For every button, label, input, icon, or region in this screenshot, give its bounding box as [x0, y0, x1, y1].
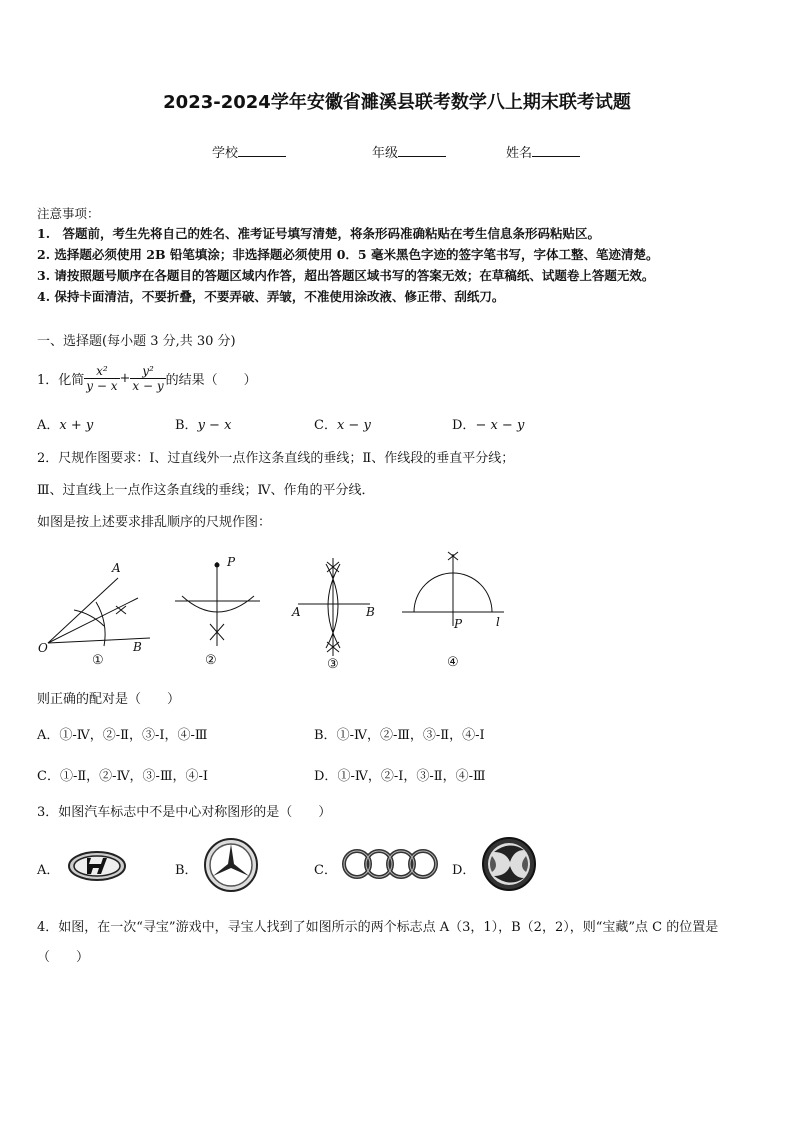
option-value: ①-Ⅳ，②-Ⅰ，③-Ⅱ，④-Ⅲ — [337, 769, 486, 784]
audi-logo-icon — [340, 847, 440, 881]
label-P: P — [227, 555, 236, 569]
option-c[interactable] — [314, 859, 337, 878]
option-label: D． — [314, 769, 338, 784]
name-label: 姓名 — [506, 146, 533, 161]
option-c[interactable] — [314, 414, 371, 433]
label-B: B — [133, 640, 142, 654]
option-a[interactable] — [37, 414, 93, 433]
dongfeng-logo-icon — [480, 836, 538, 892]
label-A: A — [292, 605, 301, 619]
option-label: A． — [37, 863, 60, 878]
option-b[interactable] — [175, 414, 231, 433]
q2-line: Ⅲ、过直线上一点作这条直线的垂线；Ⅳ、作角的平分线． — [37, 483, 375, 498]
label-P: P — [454, 617, 463, 631]
notice-item: 3. 请按照题号顺序在各题目的答题区域内作答，超出答题区域书写的答案无效；在草稿纸、试题卷上答题无效。 — [37, 268, 655, 283]
option-value: ①-Ⅳ，②-Ⅲ，③-Ⅱ，④-Ⅰ — [336, 728, 485, 743]
option-value: y − x — [197, 418, 232, 433]
plus-sign: + — [119, 370, 131, 386]
fraction-numerator: y² — [130, 364, 165, 379]
figure-number: ③ — [327, 657, 339, 672]
option-value: x + y — [59, 418, 94, 433]
q4-line: （ ） — [37, 950, 90, 965]
option-label: D． — [452, 863, 476, 878]
option-a[interactable] — [37, 859, 59, 878]
option-b[interactable] — [175, 859, 198, 878]
grade-label: 年级 — [372, 146, 399, 161]
label-B: B — [366, 605, 375, 619]
hyundai-logo-icon — [67, 849, 127, 883]
figure-number: ② — [205, 653, 217, 668]
fraction-numerator: x² — [84, 364, 119, 379]
option-label: C． — [314, 418, 337, 433]
option-label: A． — [37, 418, 60, 433]
option-c[interactable] — [37, 765, 208, 784]
option-value: ①-Ⅱ，②-Ⅳ，③-Ⅲ，④-Ⅰ — [59, 769, 209, 784]
option-label: D． — [452, 418, 476, 433]
notice-item: 4. 保持卡面清洁，不要折叠，不要弄破、弄皱，不准使用涂改液、修正带、刮纸刀。 — [37, 289, 505, 304]
question-1 — [37, 356, 257, 400]
school-field — [212, 142, 286, 161]
option-label: C． — [37, 769, 60, 784]
fraction-denominator: y − x — [86, 378, 118, 393]
option-value: x − y — [336, 418, 371, 433]
notice-item: 2. 选择题必须使用 2B 铅笔填涂；非选择题必须使用 0．5 毫米黑色字迹的签字笔书写，字体工整、笔迹清楚。 — [37, 247, 659, 262]
figure-number: ① — [92, 653, 104, 668]
fraction — [84, 364, 119, 393]
option-label: C． — [314, 863, 337, 878]
option-label: B． — [175, 418, 198, 433]
option-a[interactable] — [37, 724, 207, 743]
option-value: − x − y — [475, 418, 525, 433]
figure-number: ④ — [447, 655, 459, 670]
option-label: B． — [175, 863, 198, 878]
grade-field — [372, 142, 446, 161]
option-value: ①-Ⅳ，②-Ⅱ，③-Ⅰ，④-Ⅲ — [59, 728, 208, 743]
label-O: O — [38, 641, 48, 655]
q2-line: 如图是按上述要求排乱顺序的尺规作图： — [37, 515, 272, 530]
notice-heading: 注意事项： — [37, 206, 100, 221]
fraction-denominator: x − y — [132, 378, 164, 393]
option-d[interactable] — [452, 859, 475, 878]
page-title: 2023-2024学年安徽省濉溪县联考数学八上期末联考试题 — [163, 92, 631, 113]
q4-line: 4．如图，在一次“寻宝”游戏中，寻宝人找到了如图所示的两个标志点 A（3，1），B（2，2），则“宝藏”点 C 的位置是 — [37, 920, 719, 935]
school-label: 学校 — [212, 146, 239, 161]
option-d[interactable] — [314, 765, 486, 784]
option-d[interactable] — [452, 414, 524, 433]
label-A: A — [112, 561, 121, 575]
q2-ask: 则正确的配对是（ ） — [37, 692, 181, 707]
q3-text: 3．如图汽车标志中不是中心对称图形的是（ ） — [37, 805, 332, 820]
mercedes-logo-icon — [203, 837, 259, 893]
option-label: B． — [314, 728, 337, 743]
q2-line: 2．尺规作图要求：Ⅰ、过直线外一点作这条直线的垂线；Ⅱ、作线段的垂直平分线； — [37, 451, 515, 466]
name-field — [506, 142, 580, 161]
q1-prefix: 1．化简 — [37, 372, 85, 388]
label-l: l — [496, 615, 500, 629]
section-heading: 一、选择题(每小题 3 分,共 30 分) — [37, 334, 236, 349]
q1-suffix: 的结果（ ） — [165, 372, 257, 388]
construction-figures — [30, 548, 530, 674]
notice-item: 1. 答题前，考生先将自己的姓名、准考证号填写清楚，将条形码准确粘贴在考生信息条形码粘贴区。 — [37, 226, 601, 241]
fraction — [130, 364, 165, 393]
option-b[interactable] — [314, 724, 485, 743]
option-label: A． — [37, 728, 60, 743]
